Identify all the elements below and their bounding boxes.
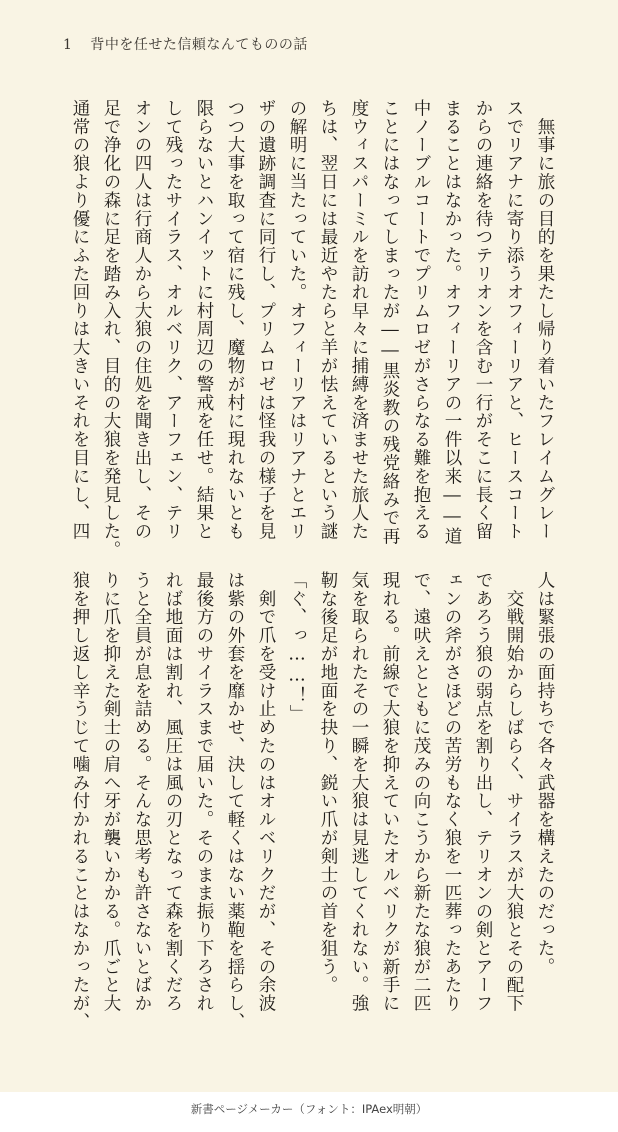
text-block-top (58, 99, 560, 559)
text-line: まることはなかった。オフィーリアの一件以来――道 (442, 99, 462, 546)
text-line: 最後方のサイラスまで届いた。そのまま振り下ろされ (194, 571, 214, 1013)
page-maker-credit: 新書ページメーカー（フォント：IPAex明朝） (190, 1102, 428, 1116)
text-line: 無事に旅の目的を果たし帰り着いたフレイムグレー (535, 99, 555, 541)
text-line: りに爪を抑えた剣士の肩へ牙が襲いかかる。爪ごと大 (101, 571, 121, 1013)
text-line: からの連絡を待つテリオンを含む一行がそこに長く留 (473, 99, 493, 541)
text-line: は紫の外套を靡かせ、決して軽くはない薬鞄を揺らし、 (225, 571, 245, 1031)
text-line: ェンの斧がさほどの苦労もなく狼を一匹葬ったあたり (442, 571, 462, 1013)
text-line: 現れる。前線で大狼を抑えていたオルベリクが新手に (380, 571, 400, 1013)
text-line: して残ったサイラス、オルベリク、アーフェン、テリ (163, 99, 183, 541)
chapter-title: 背中を任せた信頼なんてものの話 (90, 37, 308, 53)
text-line: 限らないとハンイットに村周辺の警戒を任せ。結果と (194, 99, 214, 541)
text-line: 「ぐ、っ……！」 (287, 571, 307, 724)
text-line: で、遠吠えとともに茂みの向こうから新たな狼が二匹 (411, 571, 431, 1013)
text-line: 度ウィスパーミルを訪れ早々に捕縛を済ませた旅人た (349, 99, 369, 541)
text-line: 足で浄化の森に足を踏み入れ、目的の大狼を発見した。 (101, 99, 121, 559)
text-line: であろう狼の弱点を割り出し、テリオンの剣とアーフ (473, 571, 493, 1013)
text-line: うと全員が息を詰める。そんな思考も許さないとばか (132, 571, 152, 1013)
text-line: つつ大事を取って宿に残し、魔物が村に現れないとも (225, 99, 245, 541)
text-line: ちは、翌日には最近やたらと羊が怯えているという謎 (318, 99, 338, 541)
text-line: 狼を押し返し辛うじて噛み付かれることはなかったが、 (70, 571, 90, 1031)
text-line: 交戦開始からしばらく、サイラスが大狼とその配下 (504, 571, 524, 1013)
text-line: 通常の狼より優にふた回りは大きいそれを目にし、四 (70, 99, 90, 541)
text-line: ことにはなってしまったが――黒炎教の残党絡みで再 (380, 99, 400, 546)
text-line: 中ノーブルコートでプリムロゼがさらなる難を抱える (411, 99, 431, 541)
text-line: 気を取られたその一瞬を大狼は見逃してくれない。強 (349, 571, 369, 1013)
chapter-number: 1 (63, 37, 73, 53)
text-line: 靭な後足が地面を抉り、鋭い爪が剣士の首を狙う。 (318, 571, 338, 995)
text-line: ザの遺跡調査に同行し、プリムロゼは怪我の様子を見 (256, 99, 276, 541)
text-line: 剣で爪を受け止めたのはオルベリクだが、その余波 (256, 571, 276, 1013)
text-line: 人は緊張の面持ちで各々武器を構えたのだった。 (535, 571, 555, 976)
text-line: スでリアナに寄り添うオフィーリアと、ヒースコート (504, 99, 524, 541)
text-block-bottom (58, 571, 560, 1031)
text-line: オンの四人は行商人から大狼の住処を聞き出し、その (132, 99, 152, 541)
text-line: れば地面は割れ、風圧は風の刃となって森を割くだろ (163, 571, 183, 1013)
chapter-header (63, 34, 308, 54)
text-line: の解明に当たっていた。オフィーリアはリアナとエリ (287, 99, 307, 541)
